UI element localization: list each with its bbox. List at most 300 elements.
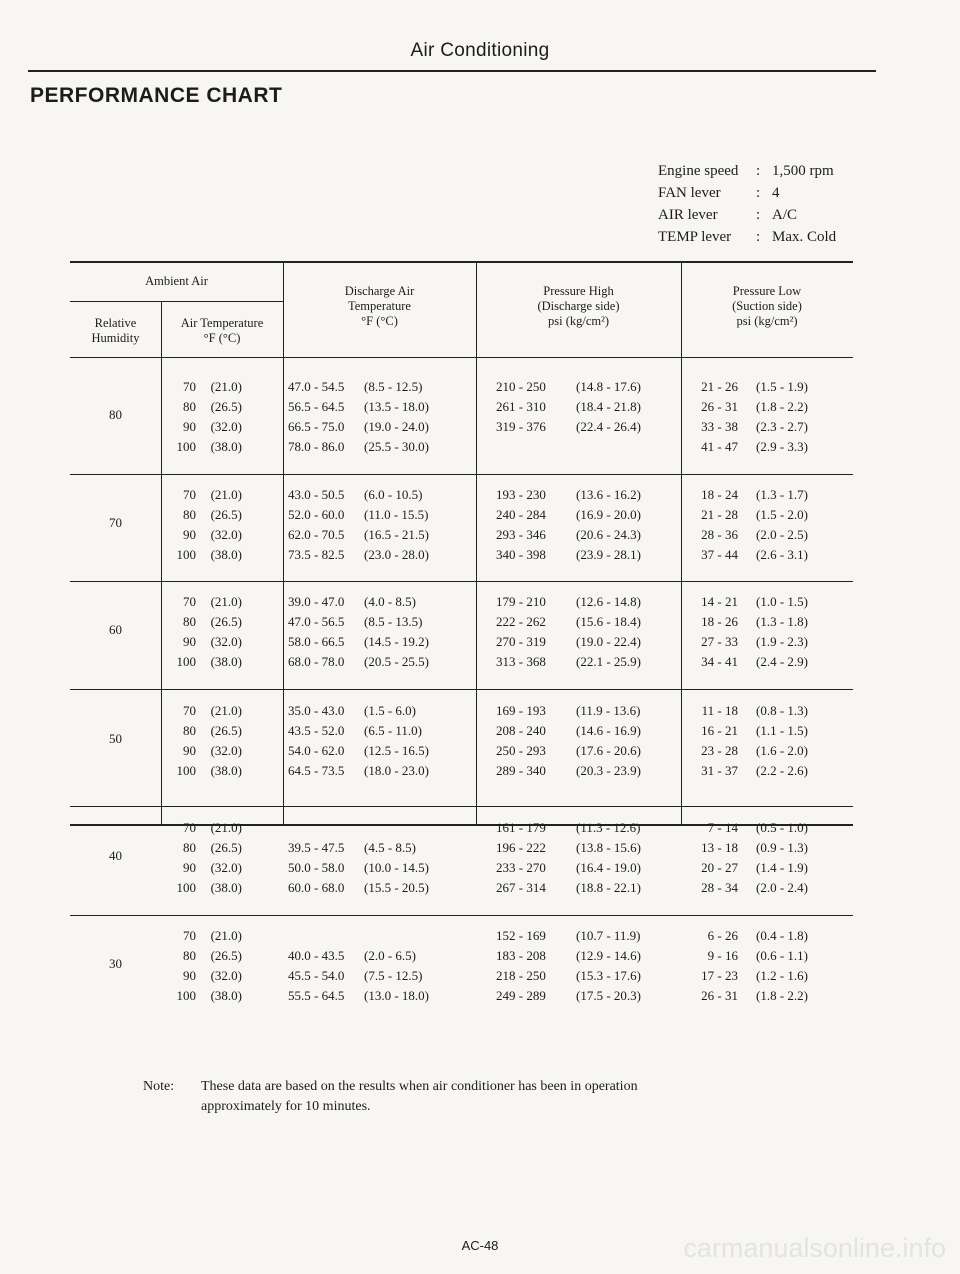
group-divider	[70, 474, 853, 475]
discharge-temp-metric: (7.5 - 12.5)	[364, 968, 423, 983]
pressure-low-metric: (1.3 - 1.8)	[756, 614, 808, 629]
air-temp-metric: (26.5)	[210, 614, 242, 629]
pressure-high-metric: (17.5 - 20.3)	[576, 988, 641, 1003]
pressure-high-value: 196 - 222	[496, 840, 546, 855]
discharge-temp-value: 60.0 - 68.0	[288, 880, 345, 895]
discharge-temp-value: 52.0 - 60.0	[288, 507, 345, 522]
pressure-high-metric: (19.0 - 22.4)	[576, 634, 641, 649]
table-row	[288, 946, 448, 966]
air-temp-value: 90	[183, 527, 196, 542]
pressure-high-value: 161 - 179	[496, 820, 546, 835]
table-row	[162, 525, 242, 545]
table-row	[162, 946, 242, 966]
pressure-low-value: 11 - 18	[701, 703, 738, 718]
table-row	[162, 545, 242, 565]
pressure-low-metric: (2.0 - 2.5)	[756, 527, 808, 542]
humidity-value: 60	[109, 622, 122, 637]
table-row	[288, 701, 448, 721]
air-temp-metric: (32.0)	[210, 743, 242, 758]
pressure-high-metric: (18.4 - 21.8)	[576, 399, 641, 414]
table-row	[682, 525, 808, 545]
table-row	[496, 986, 664, 1006]
pressure-high-metric: (14.8 - 17.6)	[576, 379, 641, 394]
table-row	[288, 741, 448, 761]
pressure-low	[682, 701, 808, 781]
condition-colon: :	[756, 163, 761, 179]
discharge-temp-value: 45.5 - 54.0	[288, 968, 345, 983]
table-row	[162, 818, 242, 838]
pressure-high-value: 319 - 376	[496, 419, 546, 434]
condition-row	[658, 204, 836, 226]
condition-label: TEMP lever	[658, 229, 732, 245]
air-temp-metric: (26.5)	[210, 840, 242, 855]
pressure-high	[496, 485, 664, 565]
note-text: These data are based on the results when air conditioner has been in operation approximately for 10 minutes.	[201, 1079, 638, 1114]
header-bottom-border	[70, 357, 853, 358]
table-row	[162, 485, 242, 505]
discharge-temp-metric: (14.5 - 19.2)	[364, 634, 429, 649]
discharge-temp-value: 58.0 - 66.5	[288, 634, 345, 649]
pressure-low-metric: (1.0 - 1.5)	[756, 594, 808, 609]
table-row	[682, 701, 808, 721]
pressure-low-value: 23 - 28	[701, 743, 738, 758]
pressure-low-metric: (1.1 - 1.5)	[756, 723, 808, 738]
discharge-temp-value: 66.5 - 75.0	[288, 419, 345, 434]
discharge-temp-value: 47.0 - 56.5	[288, 614, 345, 629]
discharge-temp	[288, 592, 448, 672]
condition-value: 4	[772, 185, 780, 201]
table-row	[682, 652, 808, 672]
pressure-high-value: 152 - 169	[496, 928, 546, 943]
pressure-low-metric: (1.5 - 1.9)	[756, 379, 808, 394]
table-row	[496, 838, 664, 858]
table-row	[682, 612, 808, 632]
pressure-low-metric: (1.6 - 2.0)	[756, 743, 808, 758]
table-row	[288, 485, 448, 505]
air-temp-metric: (21.0)	[210, 487, 242, 502]
header-rule	[28, 70, 876, 72]
pressure-high-metric: (12.9 - 14.6)	[576, 948, 641, 963]
air-temp-value: 90	[183, 968, 196, 983]
discharge-temp	[288, 377, 448, 457]
table-row	[682, 545, 808, 565]
discharge-temp-value: 56.5 - 64.5	[288, 399, 345, 414]
table-row	[682, 946, 808, 966]
table-row	[682, 377, 808, 397]
air-temp-value: 70	[183, 594, 196, 609]
table-row	[496, 818, 664, 838]
condition-label: AIR lever	[658, 207, 718, 223]
table-row	[496, 946, 664, 966]
discharge-temp-value: 64.5 - 73.5	[288, 763, 345, 778]
table-row	[682, 818, 808, 838]
humidity-value: 70	[109, 515, 122, 530]
pressure-low-value: 37 - 44	[701, 547, 738, 562]
air-temp-value: 70	[183, 379, 196, 394]
pressure-high-value: 210 - 250	[496, 379, 546, 394]
pressure-high-metric: (22.1 - 25.9)	[576, 654, 641, 669]
condition-value: 1,500 rpm	[772, 163, 834, 179]
air-temp-value: 100	[176, 439, 196, 454]
pressure-low-metric: (0.6 - 1.1)	[756, 948, 808, 963]
table-row	[162, 741, 242, 761]
table-row	[162, 986, 242, 1006]
air-temp-value: 90	[183, 743, 196, 758]
air-temp-value: 100	[176, 547, 196, 562]
pressure-high-metric: (15.6 - 18.4)	[576, 614, 641, 629]
air-temp-metric: (21.0)	[210, 928, 242, 943]
group-divider	[70, 806, 853, 807]
pressure-high-value: 289 - 340	[496, 763, 546, 778]
pressure-low-value: 17 - 23	[701, 968, 738, 983]
discharge-temp-value: 55.5 - 64.5	[288, 988, 345, 1003]
discharge-temp	[288, 946, 448, 1006]
table-row	[288, 721, 448, 741]
pressure-high-value: 267 - 314	[496, 880, 546, 895]
pressure-low-metric: (0.4 - 1.8)	[756, 928, 808, 943]
table-row	[162, 838, 242, 858]
table-row	[496, 878, 664, 898]
pressure-high	[496, 592, 664, 672]
air-temp	[162, 701, 242, 781]
pressure-high	[496, 818, 664, 898]
pressure-high-metric: (13.6 - 16.2)	[576, 487, 641, 502]
table-row	[682, 761, 808, 781]
condition-colon: :	[756, 229, 761, 245]
discharge-temp-metric: (20.5 - 25.5)	[364, 654, 429, 669]
discharge-temp-value: 47.0 - 54.5	[288, 379, 345, 394]
pressure-low-value: 18 - 26	[701, 614, 738, 629]
air-temp-metric: (38.0)	[210, 763, 242, 778]
discharge-temp-metric: (19.0 - 24.0)	[364, 419, 429, 434]
table-row	[682, 397, 808, 417]
pressure-low-value: 21 - 26	[701, 379, 738, 394]
pressure-low	[682, 592, 808, 672]
table-row	[682, 986, 808, 1006]
table-row	[162, 721, 242, 741]
pressure-high-value: 169 - 193	[496, 703, 546, 718]
pressure-low-metric: (1.8 - 2.2)	[756, 988, 808, 1003]
table-row	[162, 761, 242, 781]
table-row	[288, 878, 448, 898]
condition-colon: :	[756, 185, 761, 201]
air-temp-metric: (38.0)	[210, 880, 242, 895]
pressure-high	[496, 377, 664, 437]
pressure-high-value: 313 - 368	[496, 654, 546, 669]
air-temp-value: 100	[176, 654, 196, 669]
table-row	[162, 505, 242, 525]
table-row	[496, 652, 664, 672]
table-row	[496, 545, 664, 565]
table-row	[288, 397, 448, 417]
pressure-low	[682, 818, 808, 898]
pressure-high-value: 222 - 262	[496, 614, 546, 629]
table-top-border	[70, 261, 853, 263]
pressure-high-metric: (17.6 - 20.6)	[576, 743, 641, 758]
ambient-air-divider	[70, 301, 283, 302]
table-row	[162, 701, 242, 721]
air-temp-value: 90	[183, 860, 196, 875]
pressure-low	[682, 377, 808, 457]
pressure-low-value: 28 - 36	[701, 527, 738, 542]
discharge-temp-value: 68.0 - 78.0	[288, 654, 345, 669]
condition-colon: :	[756, 207, 761, 223]
table-row	[682, 505, 808, 525]
air-temp-metric: (21.0)	[210, 703, 242, 718]
discharge-temp-metric: (11.0 - 15.5)	[364, 507, 429, 522]
pressure-low-value: 26 - 31	[701, 399, 738, 414]
air-temp-value: 80	[183, 840, 196, 855]
pressure-low-metric: (1.3 - 1.7)	[756, 487, 808, 502]
table-row	[288, 525, 448, 545]
table-row	[682, 926, 808, 946]
pressure-low-metric: (2.6 - 3.1)	[756, 547, 808, 562]
discharge-temp-value: 62.0 - 70.5	[288, 527, 345, 542]
air-temp	[162, 377, 242, 457]
air-temp-value: 80	[183, 614, 196, 629]
table-row	[496, 858, 664, 878]
table-row	[288, 377, 448, 397]
table-row	[496, 701, 664, 721]
pressure-low-value: 9 - 16	[707, 948, 738, 963]
table-row	[682, 721, 808, 741]
discharge-temp-metric: (13.5 - 18.0)	[364, 399, 429, 414]
pressure-low-value: 21 - 28	[701, 507, 738, 522]
pressure-low-value: 27 - 33	[701, 634, 738, 649]
condition-row	[658, 160, 836, 182]
pressure-high-metric: (11.9 - 13.6)	[576, 703, 641, 718]
pressure-high-value: 208 - 240	[496, 723, 546, 738]
air-temp-value: 80	[183, 948, 196, 963]
discharge-temp-metric: (1.5 - 6.0)	[364, 703, 416, 718]
pressure-high-metric: (15.3 - 17.6)	[576, 968, 641, 983]
pressure-high-value: 193 - 230	[496, 487, 546, 502]
pressure-low	[682, 926, 808, 1006]
discharge-temp-metric: (6.0 - 10.5)	[364, 487, 423, 502]
humidity-value: 80	[109, 407, 122, 422]
table-row	[288, 986, 448, 1006]
discharge-temp-value: 39.5 - 47.5	[288, 840, 345, 855]
pressure-high-metric: (10.7 - 11.9)	[576, 928, 641, 943]
pressure-low-value: 6 - 26	[707, 928, 738, 943]
pressure-low-value: 20 - 27	[701, 860, 738, 875]
pressure-low-value: 18 - 24	[701, 487, 738, 502]
air-temp	[162, 592, 242, 672]
pressure-low-metric: (1.9 - 2.3)	[756, 634, 808, 649]
air-temp	[162, 485, 242, 565]
discharge-temp-metric: (8.5 - 12.5)	[364, 379, 423, 394]
table-row	[288, 612, 448, 632]
page-header-title: Air Conditioning	[410, 40, 550, 61]
discharge-temp-metric: (15.5 - 20.5)	[364, 880, 429, 895]
discharge-temp-metric: (6.5 - 11.0)	[364, 723, 423, 738]
table-row	[288, 417, 448, 437]
air-temp-metric: (21.0)	[210, 594, 242, 609]
pressure-high-metric: (23.9 - 28.1)	[576, 547, 641, 562]
table-row	[496, 966, 664, 986]
air-temp-value: 70	[183, 820, 196, 835]
discharge-temp-metric: (23.0 - 28.0)	[364, 547, 429, 562]
pressure-low-metric: (0.9 - 1.3)	[756, 840, 808, 855]
air-temp-value: 90	[183, 634, 196, 649]
pressure-low-value: 28 - 34	[701, 880, 738, 895]
air-temp-metric: (21.0)	[210, 379, 242, 394]
table-row	[496, 612, 664, 632]
table-row	[496, 417, 664, 437]
air-temp-value: 100	[176, 763, 196, 778]
discharge-temp-metric: (4.5 - 8.5)	[364, 840, 416, 855]
pressure-high-metric: (18.8 - 22.1)	[576, 880, 641, 895]
table-row	[496, 741, 664, 761]
air-temp-metric: (32.0)	[210, 634, 242, 649]
condition-label: FAN lever	[658, 185, 721, 201]
pressure-low-metric: (1.2 - 1.6)	[756, 968, 808, 983]
discharge-temp	[288, 838, 448, 898]
table-row	[162, 966, 242, 986]
pressure-high	[496, 701, 664, 781]
table-row	[288, 437, 448, 457]
pressure-high-value: 249 - 289	[496, 988, 546, 1003]
pressure-low-value: 41 - 47	[701, 439, 738, 454]
air-temp-metric: (38.0)	[210, 988, 242, 1003]
discharge-temp-value: 40.0 - 43.5	[288, 948, 345, 963]
table-row	[162, 417, 242, 437]
pressure-high-metric: (12.6 - 14.8)	[576, 594, 641, 609]
table-row	[496, 761, 664, 781]
pressure-low-value: 13 - 18	[701, 840, 738, 855]
table-row	[162, 377, 242, 397]
discharge-temp-metric: (10.0 - 14.5)	[364, 860, 429, 875]
pressure-low-value: 33 - 38	[701, 419, 738, 434]
group-divider	[70, 689, 853, 690]
watermark: carmanualsonline.info	[683, 1233, 946, 1263]
table-row	[496, 377, 664, 397]
table-row	[288, 858, 448, 878]
air-temp-value: 80	[183, 507, 196, 522]
air-temp-value: 80	[183, 723, 196, 738]
pressure-low-metric: (2.9 - 3.3)	[756, 439, 808, 454]
air-temp-metric: (26.5)	[210, 507, 242, 522]
pressure-high-metric: (22.4 - 26.4)	[576, 419, 641, 434]
discharge-temp-value: 50.0 - 58.0	[288, 860, 345, 875]
table-row	[682, 485, 808, 505]
table-row	[496, 505, 664, 525]
performance-table	[70, 261, 853, 1003]
header-discharge-air: Discharge Air Temperature °F (°C)	[344, 284, 415, 328]
table-row	[682, 966, 808, 986]
col-divider-discharge	[476, 261, 477, 824]
discharge-temp-metric: (18.0 - 23.0)	[364, 763, 429, 778]
pressure-low-metric: (2.0 - 2.4)	[756, 880, 808, 895]
table-row	[496, 632, 664, 652]
humidity-value: 50	[109, 731, 122, 746]
table-row	[496, 485, 664, 505]
page-number: AC-48	[461, 1238, 499, 1253]
air-temp-value: 80	[183, 399, 196, 414]
air-temp-value: 70	[183, 928, 196, 943]
header-air-temperature: Air Temperature °F (°C)	[180, 316, 264, 345]
pressure-low-metric: (0.5 - 1.0)	[756, 820, 808, 835]
condition-label: Engine speed	[658, 163, 739, 179]
table-row	[162, 858, 242, 878]
pressure-high-value: 218 - 250	[496, 968, 546, 983]
table-row	[288, 545, 448, 565]
discharge-temp-value: 39.0 - 47.0	[288, 594, 345, 609]
table-row	[682, 417, 808, 437]
pressure-low-metric: (2.3 - 2.7)	[756, 419, 808, 434]
discharge-temp	[288, 485, 448, 565]
discharge-temp-metric: (16.5 - 21.5)	[364, 527, 429, 542]
table-row	[496, 721, 664, 741]
condition-value: Max. Cold	[772, 229, 837, 245]
pressure-high-value: 250 - 293	[496, 743, 546, 758]
table-row	[288, 761, 448, 781]
discharge-temp-value: 43.5 - 52.0	[288, 723, 345, 738]
pressure-low-value: 7 - 14	[707, 820, 738, 835]
pressure-low-value: 34 - 41	[701, 654, 738, 669]
discharge-temp-value: 35.0 - 43.0	[288, 703, 345, 718]
table-row	[682, 858, 808, 878]
air-temp-metric: (38.0)	[210, 654, 242, 669]
air-temp	[162, 818, 242, 898]
pressure-low-metric: (2.4 - 2.9)	[756, 654, 808, 669]
discharge-temp-value: 54.0 - 62.0	[288, 743, 345, 758]
pressure-high	[496, 926, 664, 1006]
header-ambient-air: Ambient Air	[145, 274, 208, 288]
table-row	[288, 838, 448, 858]
pressure-low-value: 16 - 21	[701, 723, 738, 738]
note	[143, 1077, 721, 1117]
pressure-high-metric: (20.3 - 23.9)	[576, 763, 641, 778]
air-temp-metric: (32.0)	[210, 527, 242, 542]
discharge-temp-metric: (4.0 - 8.5)	[364, 594, 416, 609]
air-temp-value: 70	[183, 703, 196, 718]
table-row	[288, 592, 448, 612]
table-row	[162, 926, 242, 946]
pressure-high-value: 293 - 346	[496, 527, 546, 542]
air-temp-value: 90	[183, 419, 196, 434]
pressure-low-metric: (2.2 - 2.6)	[756, 763, 808, 778]
table-row	[288, 505, 448, 525]
air-temp-metric: (26.5)	[210, 948, 242, 963]
pressure-low-value: 14 - 21	[701, 594, 738, 609]
pressure-high-value: 240 - 284	[496, 507, 546, 522]
air-temp-metric: (32.0)	[210, 860, 242, 875]
header-relative-humidity: Relative Humidity	[91, 316, 140, 345]
air-temp-metric: (32.0)	[210, 419, 242, 434]
air-temp-metric: (38.0)	[210, 547, 242, 562]
air-temp-value: 100	[176, 880, 196, 895]
header-pressure-high: Pressure High (Discharge side) psi (kg/cm²)	[537, 284, 620, 328]
table-row	[288, 966, 448, 986]
table-row	[682, 838, 808, 858]
pressure-low	[682, 485, 808, 565]
humidity-value: 30	[109, 956, 122, 971]
section-title: PERFORMANCE CHART	[30, 84, 283, 107]
table-row	[162, 612, 242, 632]
table-row	[682, 632, 808, 652]
pressure-low-metric: (0.8 - 1.3)	[756, 703, 808, 718]
discharge-temp-metric: (8.5 - 13.5)	[364, 614, 423, 629]
pressure-high-value: 179 - 210	[496, 594, 546, 609]
pressure-high-value: 270 - 319	[496, 634, 546, 649]
discharge-temp	[288, 701, 448, 781]
pressure-low-metric: (1.4 - 1.9)	[756, 860, 808, 875]
group-divider	[70, 581, 853, 582]
table-row	[162, 397, 242, 417]
condition-row	[658, 226, 836, 248]
table-row	[682, 878, 808, 898]
